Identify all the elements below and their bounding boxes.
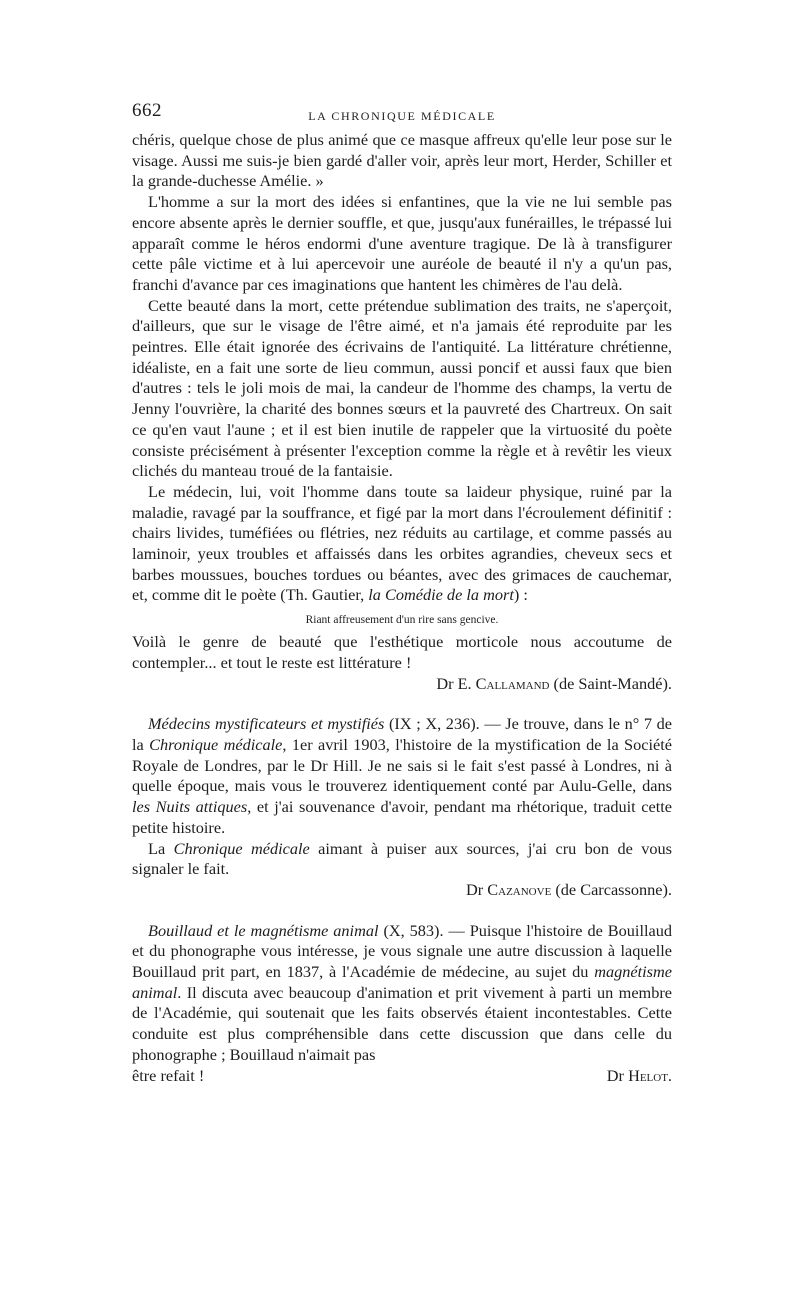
cited-work: les Nuits attiques bbox=[132, 797, 248, 817]
signature-name: Helot. bbox=[628, 1065, 672, 1085]
signature-name: E. Callamand bbox=[457, 673, 550, 693]
page-number: 662 bbox=[132, 100, 162, 121]
paragraph: Cette beauté dans la mort, cette prétendue sublimation des traits, ne s'aperçoit, d'ailleurs, que sur le visage de l'être aimé, et n'a jamais été reproduite par les peintres. Elle était ignorée des écrivains de l'antiquité. La littérature chrétienne, idéaliste, en a fait une sorte de lieu commun, aussi poncif et aussi faux que bien d'autres : tels le joli mois de mai, la candeur de l'homme des champs, la vertu de Jenny l'ouvrière, la charité des bonnes sœurs et la pauvreté des Chartreux. On sait ce qu'en vaut l'aune ; et il est bien inutile de rappeler que la virtuosité du poète consiste précisément à présenter l'exception comme la règle et à revêtir les vieux clichés du manteau troué de la fantaisie. bbox=[132, 295, 672, 481]
journal-title: Chronique médicale bbox=[149, 734, 283, 754]
paragraph: Voilà le genre de beauté que l'esthétique morticole nous accoutume de contempler... et tout le reste est littérature ! bbox=[132, 632, 672, 672]
cited-work: la Comédie de la mort bbox=[368, 585, 514, 605]
section-paragraph bbox=[132, 921, 672, 1066]
signature-title: Dr bbox=[466, 879, 484, 899]
paragraph-text: . Il discuta avec beaucoup d'animation et prit vivement à parti un membre de l'Académie, qui soutenait que les faits observés étaient incontestables. Cette conduite est plus compréhensible dans cette discussion que dans celle du phonographe ; Bouillaud n'aimait pas bbox=[132, 982, 672, 1064]
paragraph: L'homme a sur la mort des idées si enfantines, que la vie ne lui semble pas encore absente après le dernier souffle, et que, jusqu'aux funérailles, le trépassé lui apparaît comme le héros endormi d'une aventure tragique. De là à transfigurer cette pâle victime et à lui apercevoir une auréole de beauté il n'y a qu'un pas, franchi d'avance par ces imaginations que hantent les chimères de l'au delà. bbox=[132, 192, 672, 294]
paragraph: chéris, quelque chose de plus animé que ce masque affreux qu'elle leur pose sur le visage. Aussi me suis-je bien gardé d'aller voir, après leur mort, Herder, Schiller et la grande-duchesse Amélie. » bbox=[132, 130, 672, 191]
paragraph-text: Puisque l'histoire de Bouillaud et du phonographe vous intéresse, je vous signale une autre discussion à laquelle Bouillaud prit part, en 1837, à l'Académie de médecine, au sujet du bbox=[132, 920, 673, 982]
signature bbox=[132, 674, 672, 695]
verse-quote: Riant affreusement d'un rire sans gencive. bbox=[305, 614, 499, 627]
signature bbox=[607, 1066, 672, 1087]
page-body bbox=[132, 130, 672, 1086]
signature-title: Dr bbox=[436, 673, 454, 693]
paragraph-text: Le médecin, lui, voit l'homme dans toute sa laideur physique, ruiné par la maladie, ravagé par la souffrance, et figé par la mort dans l'écroulement définitif : chairs livides, tuméfiées ou flétries, nez réduits au cartilage, et comme passés au laminoir, yeux troubles et affaissés dans les orbites agrandies, cheveux secs et barbes moussues, bouches tordues ou béantes, avec des grimaces de cauchemar, et, comme dit le poète (Th. Gautier, bbox=[132, 481, 672, 605]
paragraph-text: aimant à puiser aux sources, j'ai cru bon de vous signaler le fait. bbox=[132, 838, 672, 879]
signature-place: (de Saint-Mandé). bbox=[549, 673, 672, 693]
signature-title: Dr bbox=[606, 1065, 624, 1085]
paragraph-text: ) : bbox=[513, 585, 528, 605]
running-title: LA CHRONIQUE MÉDICALE bbox=[308, 109, 496, 123]
signature-name: Cazanove bbox=[487, 879, 552, 899]
technical-term: magnétisme animal bbox=[132, 962, 672, 1002]
signature-line bbox=[132, 1066, 672, 1087]
signature-place: (de Carcassonne). bbox=[551, 879, 672, 899]
signature bbox=[132, 880, 672, 901]
paragraph-text: Je trouve, dans le n° 7 de la bbox=[132, 714, 673, 754]
paragraph-text: , et j'ai souvenance d'avoir, pendant ma rhétorique, traduit cette petite histoire. bbox=[132, 797, 672, 837]
section-reference: (X, 583). — bbox=[378, 920, 470, 940]
paragraph bbox=[132, 839, 672, 880]
journal-title: Chronique médicale bbox=[173, 838, 310, 858]
section-heading: Médecins mystificateurs et mystifiés bbox=[148, 714, 385, 734]
section-heading: Bouillaud et le magnétisme animal bbox=[148, 920, 379, 940]
paragraph-text: La bbox=[148, 838, 174, 858]
paragraph-text: , 1er avril 1903, l'histoire de la mystification de la Société Royale de Londres, par le Dr Hill. Je ne sais si le fait s'est passé à Londres, ni à quelle époque, mais vous le trouverez identiquement conté par Aulu-Gelle, dans bbox=[132, 734, 672, 796]
section-reference: (IX ; X, 236). — bbox=[384, 714, 506, 734]
section-paragraph bbox=[132, 714, 672, 838]
paragraph-end: être refait ! bbox=[132, 1065, 205, 1085]
paragraph bbox=[132, 482, 672, 606]
